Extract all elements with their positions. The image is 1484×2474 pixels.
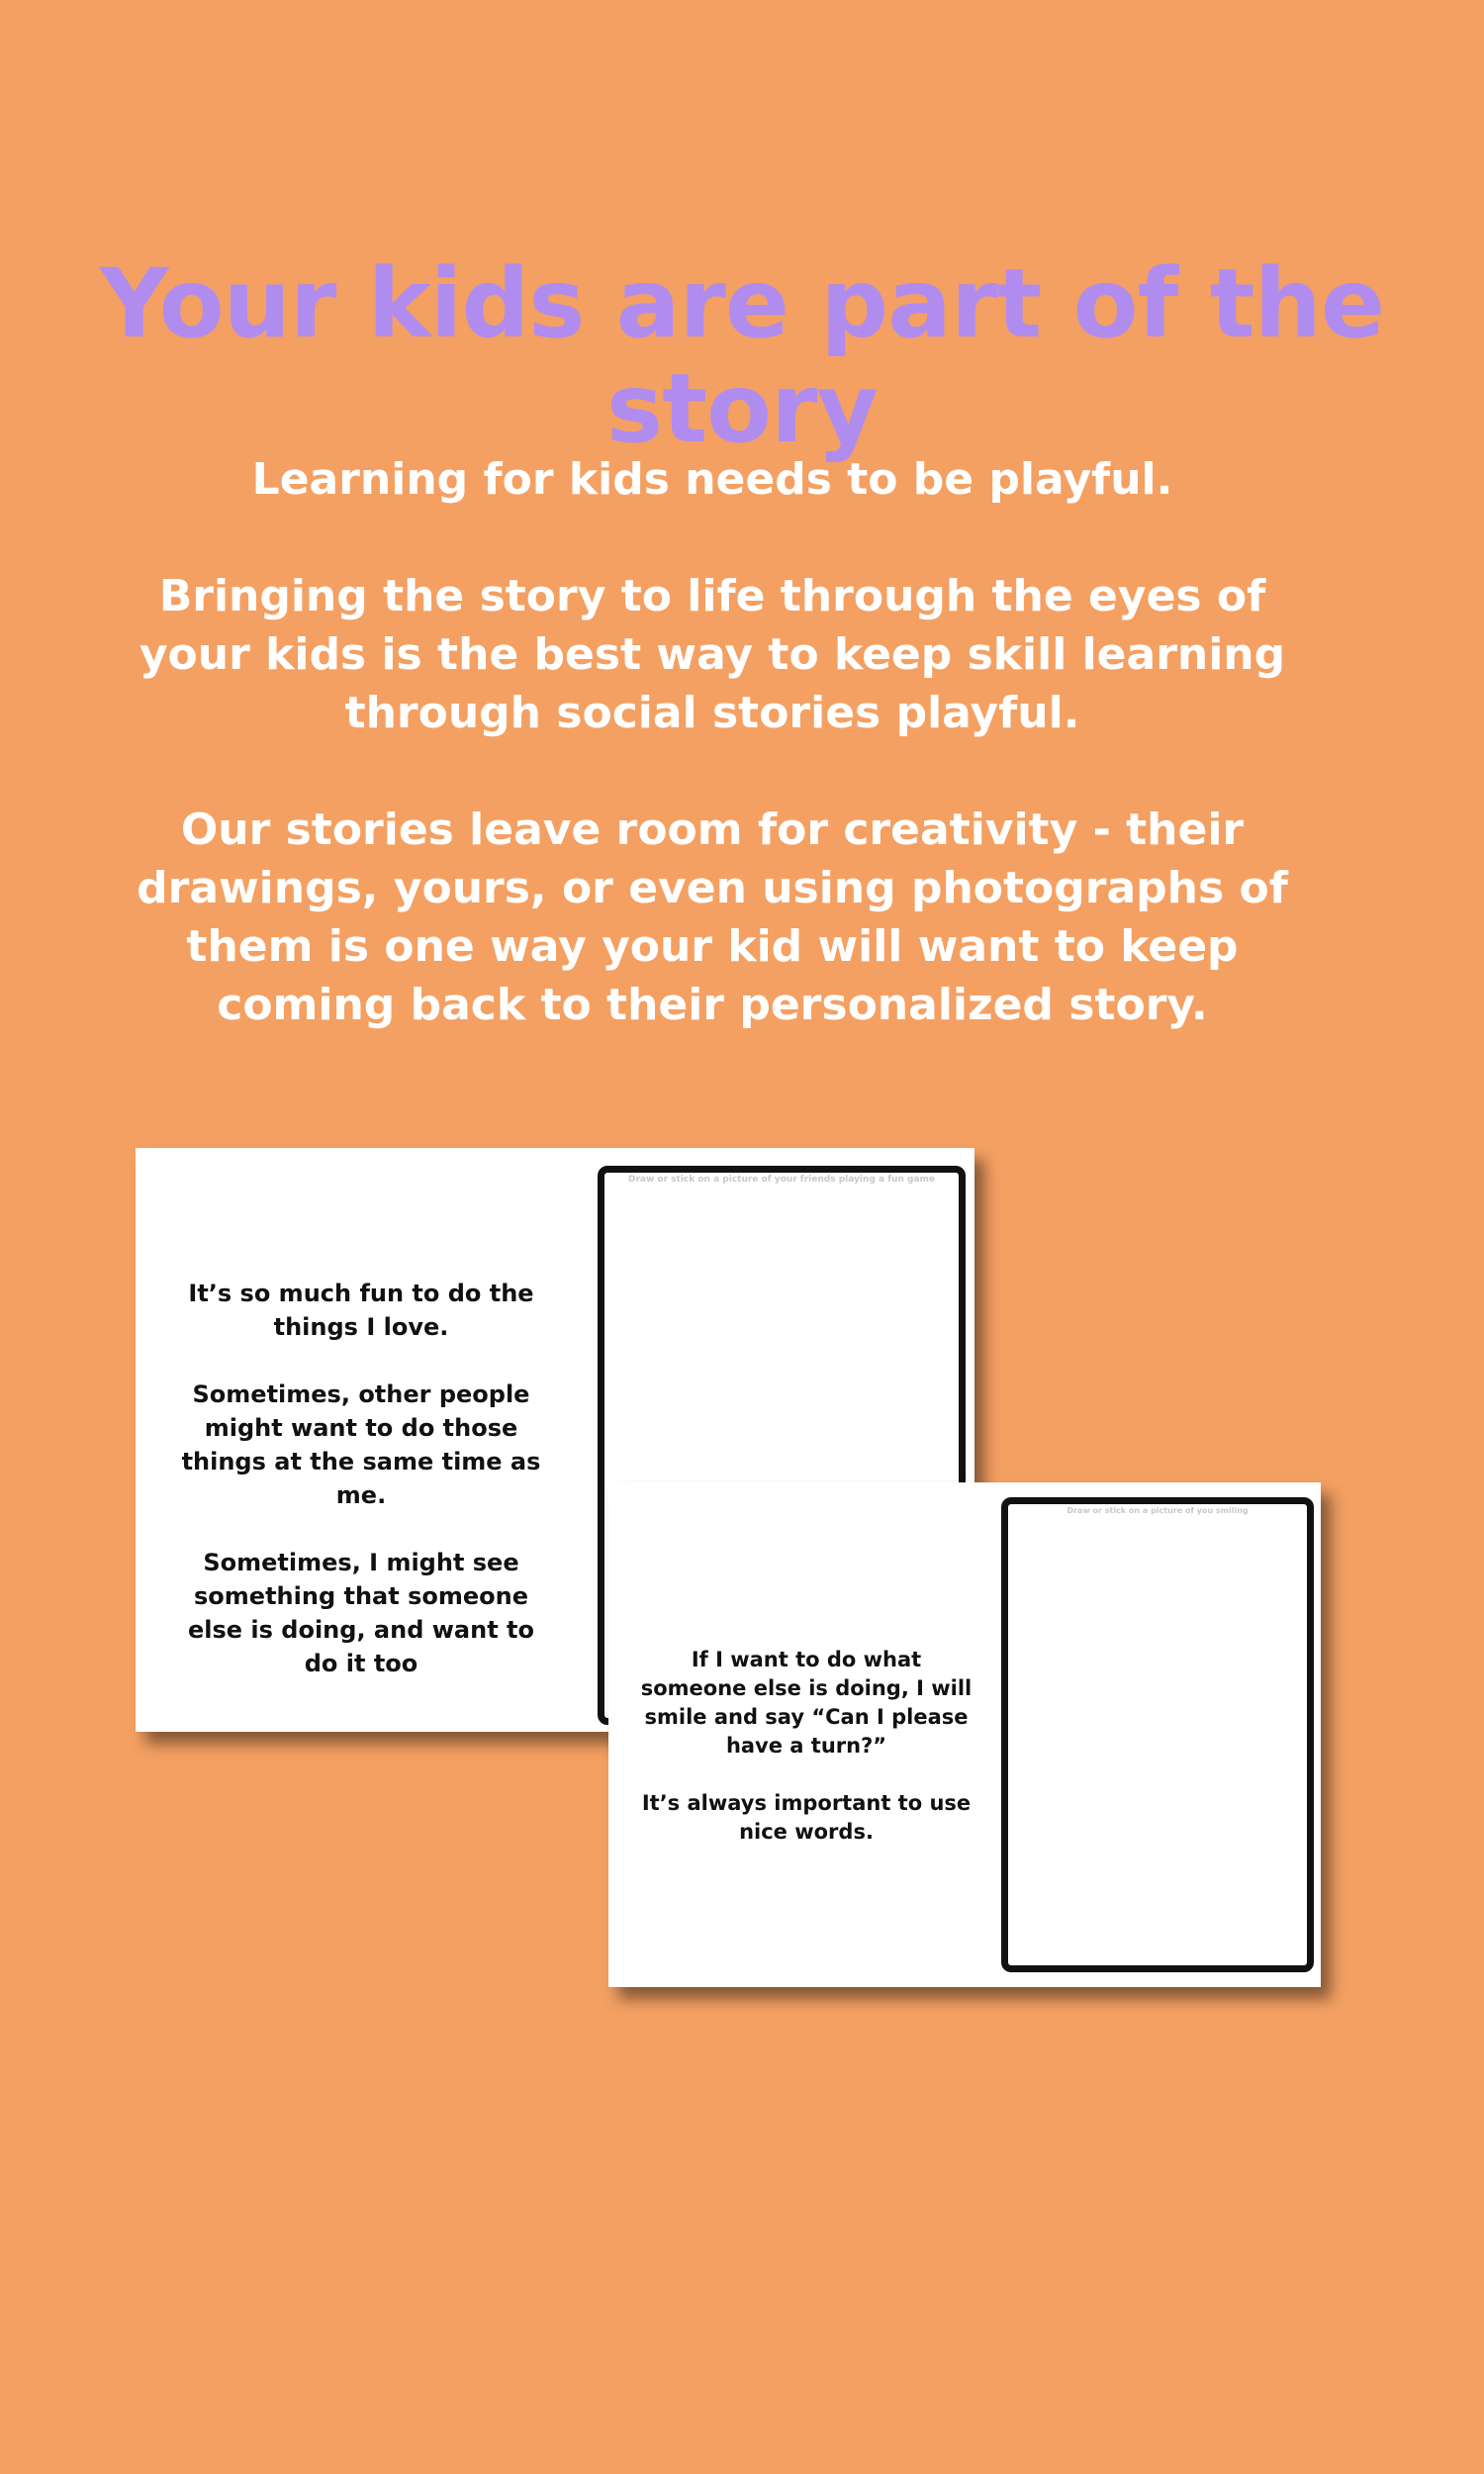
- intro-paragraph: Learning for kids needs to be playful.: [251, 454, 1173, 505]
- page-headline: Your kids are part of the story: [99, 248, 1385, 464]
- intro-text: [114, 450, 1311, 1034]
- story-page-text: [173, 1277, 549, 1680]
- drawing-frame: [1001, 1497, 1314, 1972]
- story-line: It’s always important to use nice words.: [641, 1791, 972, 1844]
- drawing-frame-caption: Draw or stick on a picture of your friends playing a fun game: [627, 1175, 936, 1185]
- story-page-preview: [608, 1482, 1321, 1987]
- story-page-text: [638, 1646, 974, 1847]
- story-line: It’s so much fun to do the things I love.: [188, 1280, 534, 1341]
- story-line: Sometimes, I might see something that someone else is doing, and want to do it too: [188, 1549, 534, 1677]
- story-line: Sometimes, other people might want to do those things at the same time as me.: [181, 1380, 541, 1509]
- intro-paragraph: Our stories leave room for creativity - their drawings, yours, or even using photographs of them is one way your kid will want to keep coming back to their personalized story.: [137, 805, 1288, 1030]
- story-line: If I want to do what someone else is doing, I will smile and say “Can I please have a turn?”: [640, 1648, 973, 1758]
- intro-paragraph: Bringing the story to life through the eyes of your kids is the best way to keep skill learning through social stories playful.: [139, 571, 1286, 738]
- drawing-frame-caption: Draw or stick on a picture of you smiling: [1067, 1506, 1249, 1515]
